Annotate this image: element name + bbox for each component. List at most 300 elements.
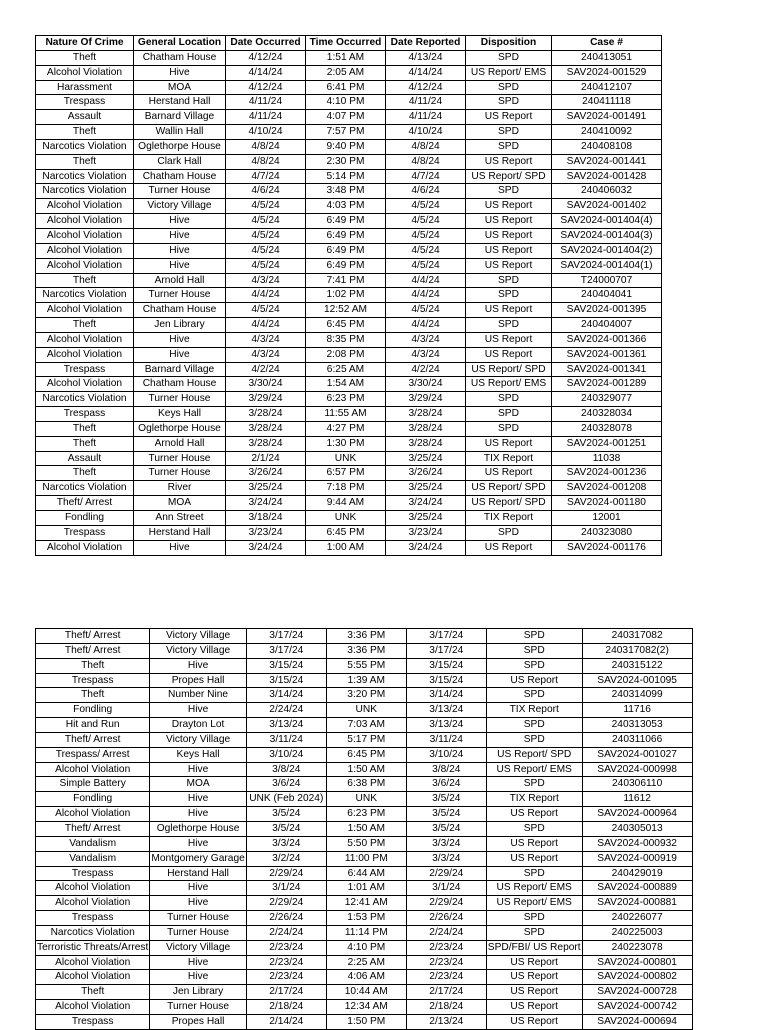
nature-cell: Theft: [36, 125, 134, 140]
case-number-cell: SAV2024-000694: [582, 1014, 692, 1029]
nature-cell: Theft: [36, 50, 134, 65]
location-cell: Hive: [150, 658, 246, 673]
disposition-cell: US Report: [466, 303, 552, 318]
case-number-cell: 11612: [582, 792, 692, 807]
date-reported-cell: 3/24/24: [386, 496, 466, 511]
nature-cell: Narcotics Violation: [36, 184, 134, 199]
nature-cell: Trespass: [36, 407, 134, 422]
date-reported-cell: 3/24/24: [386, 540, 466, 555]
date-occurred-cell: 4/12/24: [226, 50, 306, 65]
date-reported-cell: 3/5/24: [406, 792, 486, 807]
case-number-cell: SAV2024-001404(2): [552, 243, 662, 258]
disposition-cell: US Report/ EMS: [486, 896, 582, 911]
date-occurred-cell: 2/24/24: [246, 703, 326, 718]
disposition-cell: SPD/FBI/ US Report: [486, 940, 582, 955]
case-number-cell: SAV2024-001395: [552, 303, 662, 318]
case-number-cell: 240223078: [582, 940, 692, 955]
date-occurred-cell: 4/4/24: [226, 318, 306, 333]
disposition-cell: US Report/ EMS: [466, 377, 552, 392]
table-row: [36, 777, 693, 792]
date-occurred-cell: 3/8/24: [246, 762, 326, 777]
date-reported-cell: 4/3/24: [386, 347, 466, 362]
date-reported-cell: 4/5/24: [386, 228, 466, 243]
header-row: [36, 36, 662, 51]
date-occurred-cell: 2/17/24: [246, 985, 326, 1000]
location-cell: Hive: [150, 762, 246, 777]
date-occurred-cell: 2/24/24: [246, 925, 326, 940]
date-occurred-cell: 3/5/24: [246, 807, 326, 822]
location-cell: Turner House: [150, 911, 246, 926]
date-occurred-cell: 2/29/24: [246, 896, 326, 911]
date-occurred-cell: 4/5/24: [226, 303, 306, 318]
nature-cell: Vandalism: [36, 851, 150, 866]
date-occurred-cell: 4/8/24: [226, 154, 306, 169]
date-occurred-cell: 2/1/24: [226, 451, 306, 466]
case-number-cell: SAV2024-001441: [552, 154, 662, 169]
location-cell: Chatham House: [134, 50, 226, 65]
case-number-cell: SAV2024-000728: [582, 985, 692, 1000]
table-row: [36, 407, 662, 422]
location-cell: Hive: [134, 332, 226, 347]
location-cell: Hive: [134, 243, 226, 258]
date-occurred-cell: 3/29/24: [226, 392, 306, 407]
nature-cell: Fondling: [36, 792, 150, 807]
case-number-cell: T24000707: [552, 273, 662, 288]
time-occurred-cell: 4:10 PM: [326, 940, 406, 955]
nature-cell: Terroristic Threats/Arrest: [36, 940, 150, 955]
table-row: [36, 643, 693, 658]
time-occurred-cell: 6:25 AM: [306, 362, 386, 377]
disposition-cell: SPD: [486, 732, 582, 747]
nature-cell: Theft: [36, 985, 150, 1000]
disposition-cell: SPD: [466, 288, 552, 303]
location-cell: Victory Village: [134, 199, 226, 214]
disposition-cell: SPD: [486, 821, 582, 836]
nature-cell: Alcohol Violation: [36, 258, 134, 273]
time-occurred-cell: 12:41 AM: [326, 896, 406, 911]
nature-cell: Theft: [36, 466, 134, 481]
location-cell: Chatham House: [134, 377, 226, 392]
nature-cell: Theft/ Arrest: [36, 643, 150, 658]
date-reported-cell: 3/14/24: [406, 688, 486, 703]
disposition-cell: US Report: [486, 1000, 582, 1015]
time-occurred-cell: 5:14 PM: [306, 169, 386, 184]
date-reported-cell: 3/5/24: [406, 821, 486, 836]
date-reported-cell: 4/5/24: [386, 243, 466, 258]
time-occurred-cell: UNK: [306, 451, 386, 466]
table-row: [36, 303, 662, 318]
nature-cell: Theft: [36, 421, 134, 436]
case-number-cell: 240317082(2): [582, 643, 692, 658]
nature-cell: Narcotics Violation: [36, 169, 134, 184]
disposition-cell: TIX Report: [486, 703, 582, 718]
location-cell: Hive: [150, 807, 246, 822]
time-occurred-cell: 6:38 PM: [326, 777, 406, 792]
case-number-cell: 240315122: [582, 658, 692, 673]
disposition-cell: US Report/ SPD: [466, 362, 552, 377]
location-cell: Oglethorpe House: [134, 139, 226, 154]
table-row: [36, 466, 662, 481]
col-header-date-occurred: Date Occurred: [226, 36, 306, 51]
date-reported-cell: 4/5/24: [386, 258, 466, 273]
case-number-cell: SAV2024-001402: [552, 199, 662, 214]
time-occurred-cell: 1:30 PM: [306, 436, 386, 451]
date-reported-cell: 3/25/24: [386, 511, 466, 526]
time-occurred-cell: 5:17 PM: [326, 732, 406, 747]
col-header-location: General Location: [134, 36, 226, 51]
disposition-cell: SPD: [466, 525, 552, 540]
date-reported-cell: 2/18/24: [406, 1000, 486, 1015]
location-cell: Victory Village: [150, 940, 246, 955]
disposition-cell: US Report: [466, 436, 552, 451]
disposition-cell: SPD: [466, 125, 552, 140]
table-row: [36, 184, 662, 199]
nature-cell: Trespass: [36, 911, 150, 926]
case-number-cell: 11038: [552, 451, 662, 466]
table-row: [36, 792, 693, 807]
time-occurred-cell: 6:57 PM: [306, 466, 386, 481]
case-number-cell: 240311066: [582, 732, 692, 747]
date-occurred-cell: 3/14/24: [246, 688, 326, 703]
time-occurred-cell: UNK: [326, 792, 406, 807]
case-number-cell: SAV2024-001095: [582, 673, 692, 688]
location-cell: Jen Library: [134, 318, 226, 333]
date-reported-cell: 4/5/24: [386, 303, 466, 318]
disposition-cell: SPD: [486, 718, 582, 733]
nature-cell: Trespass: [36, 362, 134, 377]
nature-cell: Alcohol Violation: [36, 970, 150, 985]
nature-cell: Alcohol Violation: [36, 214, 134, 229]
nature-cell: Alcohol Violation: [36, 540, 134, 555]
nature-cell: Narcotics Violation: [36, 392, 134, 407]
disposition-cell: SPD: [466, 50, 552, 65]
date-reported-cell: 2/23/24: [406, 955, 486, 970]
date-reported-cell: 4/8/24: [386, 154, 466, 169]
location-cell: Arnold Hall: [134, 436, 226, 451]
case-number-cell: 240404007: [552, 318, 662, 333]
disposition-cell: US Report: [466, 540, 552, 555]
table-row: [36, 95, 662, 110]
location-cell: MOA: [150, 777, 246, 792]
location-cell: Herstand Hall: [150, 866, 246, 881]
nature-cell: Theft/ Arrest: [36, 496, 134, 511]
location-cell: Herstand Hall: [134, 95, 226, 110]
table-row: [36, 836, 693, 851]
case-number-cell: 240408108: [552, 139, 662, 154]
nature-cell: Alcohol Violation: [36, 955, 150, 970]
date-occurred-cell: 3/25/24: [226, 481, 306, 496]
table-row: [36, 673, 693, 688]
disposition-cell: US Report: [466, 214, 552, 229]
date-occurred-cell: 3/28/24: [226, 421, 306, 436]
date-occurred-cell: 2/18/24: [246, 1000, 326, 1015]
date-occurred-cell: 4/11/24: [226, 95, 306, 110]
date-reported-cell: 3/28/24: [386, 407, 466, 422]
table-row: [36, 243, 662, 258]
table-body-top: [36, 50, 662, 555]
time-occurred-cell: 6:49 PM: [306, 214, 386, 229]
date-occurred-cell: 3/3/24: [246, 836, 326, 851]
table-row: [36, 881, 693, 896]
location-cell: Turner House: [134, 466, 226, 481]
nature-cell: Alcohol Violation: [36, 762, 150, 777]
case-number-cell: SAV2024-001176: [552, 540, 662, 555]
table-row: [36, 228, 662, 243]
date-reported-cell: 2/24/24: [406, 925, 486, 940]
nature-cell: Alcohol Violation: [36, 896, 150, 911]
date-reported-cell: 4/8/24: [386, 139, 466, 154]
nature-cell: Theft: [36, 318, 134, 333]
date-occurred-cell: 3/24/24: [226, 496, 306, 511]
disposition-cell: US Report: [466, 199, 552, 214]
time-occurred-cell: 12:52 AM: [306, 303, 386, 318]
nature-cell: Theft: [36, 688, 150, 703]
disposition-cell: US Report: [466, 154, 552, 169]
location-cell: Turner House: [150, 1000, 246, 1015]
date-reported-cell: 4/11/24: [386, 95, 466, 110]
date-reported-cell: 3/17/24: [406, 629, 486, 644]
date-occurred-cell: 4/6/24: [226, 184, 306, 199]
case-number-cell: 240306110: [582, 777, 692, 792]
location-cell: Jen Library: [150, 985, 246, 1000]
location-cell: Montgomery Garage: [150, 851, 246, 866]
table-body-bottom: [36, 629, 693, 1030]
date-occurred-cell: 2/23/24: [246, 970, 326, 985]
case-number-cell: 240328078: [552, 421, 662, 436]
case-number-cell: SAV2024-001208: [552, 481, 662, 496]
time-occurred-cell: 6:45 PM: [306, 318, 386, 333]
date-occurred-cell: 4/5/24: [226, 258, 306, 273]
time-occurred-cell: 1:50 AM: [326, 762, 406, 777]
case-number-cell: SAV2024-001361: [552, 347, 662, 362]
nature-cell: Trespass: [36, 1014, 150, 1029]
date-reported-cell: 4/4/24: [386, 288, 466, 303]
table-row: [36, 985, 693, 1000]
date-reported-cell: 4/5/24: [386, 199, 466, 214]
location-cell: Number Nine: [150, 688, 246, 703]
location-cell: Hive: [134, 258, 226, 273]
time-occurred-cell: 7:41 PM: [306, 273, 386, 288]
nature-cell: Trespass/ Arrest: [36, 747, 150, 762]
date-reported-cell: 3/10/24: [406, 747, 486, 762]
case-number-cell: SAV2024-000742: [582, 1000, 692, 1015]
time-occurred-cell: 3:36 PM: [326, 629, 406, 644]
nature-cell: Alcohol Violation: [36, 243, 134, 258]
time-occurred-cell: 4:27 PM: [306, 421, 386, 436]
date-occurred-cell: 3/5/24: [246, 821, 326, 836]
date-occurred-cell: 4/5/24: [226, 214, 306, 229]
table-row: [36, 347, 662, 362]
location-cell: Chatham House: [134, 169, 226, 184]
date-occurred-cell: 3/15/24: [246, 658, 326, 673]
table-row: [36, 496, 662, 511]
nature-cell: Narcotics Violation: [36, 139, 134, 154]
case-number-cell: SAV2024-001404(4): [552, 214, 662, 229]
location-cell: Hive: [150, 881, 246, 896]
date-reported-cell: 3/6/24: [406, 777, 486, 792]
date-reported-cell: 4/7/24: [386, 169, 466, 184]
table-row: [36, 732, 693, 747]
col-header-date-reported: Date Reported: [386, 36, 466, 51]
disposition-cell: US Report: [486, 851, 582, 866]
case-number-cell: 240225003: [582, 925, 692, 940]
date-reported-cell: 4/10/24: [386, 125, 466, 140]
table-row: [36, 511, 662, 526]
nature-cell: Assault: [36, 451, 134, 466]
case-number-cell: SAV2024-001180: [552, 496, 662, 511]
case-number-cell: 240413051: [552, 50, 662, 65]
disposition-cell: US Report/ SPD: [466, 169, 552, 184]
disposition-cell: SPD: [466, 421, 552, 436]
table-row: [36, 703, 693, 718]
date-occurred-cell: 4/3/24: [226, 273, 306, 288]
disposition-cell: US Report/ EMS: [486, 881, 582, 896]
table-row: [36, 747, 693, 762]
nature-cell: Trespass: [36, 866, 150, 881]
time-occurred-cell: 11:55 AM: [306, 407, 386, 422]
time-occurred-cell: 6:41 PM: [306, 80, 386, 95]
nature-cell: Alcohol Violation: [36, 65, 134, 80]
location-cell: Hive: [134, 347, 226, 362]
date-reported-cell: 3/23/24: [386, 525, 466, 540]
table-row: [36, 258, 662, 273]
table-row: [36, 866, 693, 881]
disposition-cell: US Report: [466, 228, 552, 243]
case-number-cell: 12001: [552, 511, 662, 526]
case-number-cell: 240404041: [552, 288, 662, 303]
nature-cell: Theft: [36, 436, 134, 451]
table-row: [36, 125, 662, 140]
time-occurred-cell: UNK: [306, 511, 386, 526]
location-cell: Barnard Village: [134, 362, 226, 377]
crime-log-table-bottom: [35, 628, 693, 1030]
date-occurred-cell: 4/7/24: [226, 169, 306, 184]
date-reported-cell: 3/15/24: [406, 673, 486, 688]
date-reported-cell: 3/13/24: [406, 703, 486, 718]
table-row: [36, 851, 693, 866]
time-occurred-cell: 9:40 PM: [306, 139, 386, 154]
case-number-cell: SAV2024-001289: [552, 377, 662, 392]
time-occurred-cell: 7:57 PM: [306, 125, 386, 140]
nature-cell: Theft: [36, 273, 134, 288]
date-reported-cell: 3/11/24: [406, 732, 486, 747]
disposition-cell: SPD: [486, 925, 582, 940]
table-header: [36, 36, 662, 51]
case-number-cell: SAV2024-000881: [582, 896, 692, 911]
location-cell: Turner House: [134, 288, 226, 303]
table-row: [36, 821, 693, 836]
case-number-cell: 240329077: [552, 392, 662, 407]
nature-cell: Alcohol Violation: [36, 377, 134, 392]
time-occurred-cell: 6:23 PM: [326, 807, 406, 822]
time-occurred-cell: 4:07 PM: [306, 110, 386, 125]
time-occurred-cell: 4:10 PM: [306, 95, 386, 110]
case-number-cell: SAV2024-001251: [552, 436, 662, 451]
time-occurred-cell: 11:14 PM: [326, 925, 406, 940]
nature-cell: Alcohol Violation: [36, 332, 134, 347]
disposition-cell: SPD: [486, 658, 582, 673]
table-row: [36, 1014, 693, 1029]
location-cell: Turner House: [150, 925, 246, 940]
col-header-nature: Nature Of Crime: [36, 36, 134, 51]
crime-log-table-top: [35, 35, 662, 556]
date-reported-cell: 4/4/24: [386, 318, 466, 333]
date-occurred-cell: 2/26/24: [246, 911, 326, 926]
date-reported-cell: 4/12/24: [386, 80, 466, 95]
date-occurred-cell: 3/17/24: [246, 629, 326, 644]
disposition-cell: SPD: [486, 777, 582, 792]
nature-cell: Trespass: [36, 673, 150, 688]
location-cell: Victory Village: [150, 629, 246, 644]
location-cell: Turner House: [134, 451, 226, 466]
time-occurred-cell: 4:03 PM: [306, 199, 386, 214]
nature-cell: Trespass: [36, 525, 134, 540]
location-cell: Hive: [134, 65, 226, 80]
location-cell: Hive: [150, 836, 246, 851]
time-occurred-cell: 1:39 AM: [326, 673, 406, 688]
table-row: [36, 318, 662, 333]
date-occurred-cell: 3/28/24: [226, 407, 306, 422]
date-occurred-cell: 3/6/24: [246, 777, 326, 792]
table-row: [36, 169, 662, 184]
date-reported-cell: 3/8/24: [406, 762, 486, 777]
date-occurred-cell: 3/13/24: [246, 718, 326, 733]
time-occurred-cell: 2:30 PM: [306, 154, 386, 169]
location-cell: Hive: [150, 703, 246, 718]
case-number-cell: SAV2024-001236: [552, 466, 662, 481]
date-reported-cell: 2/23/24: [406, 970, 486, 985]
date-occurred-cell: 4/4/24: [226, 288, 306, 303]
table-row: [36, 925, 693, 940]
table-row: [36, 332, 662, 347]
disposition-cell: US Report: [486, 955, 582, 970]
table-row: [36, 288, 662, 303]
disposition-cell: SPD: [466, 139, 552, 154]
disposition-cell: US Report/ SPD: [466, 481, 552, 496]
time-occurred-cell: 6:49 PM: [306, 228, 386, 243]
disposition-cell: SPD: [466, 95, 552, 110]
date-occurred-cell: 3/28/24: [226, 436, 306, 451]
table-row: [36, 970, 693, 985]
location-cell: Turner House: [134, 184, 226, 199]
date-occurred-cell: 3/30/24: [226, 377, 306, 392]
date-occurred-cell: 4/12/24: [226, 80, 306, 95]
disposition-cell: US Report/ SPD: [486, 747, 582, 762]
date-reported-cell: 4/6/24: [386, 184, 466, 199]
date-occurred-cell: 4/2/24: [226, 362, 306, 377]
nature-cell: Theft/ Arrest: [36, 821, 150, 836]
col-header-disposition: Disposition: [466, 36, 552, 51]
location-cell: Hive: [150, 955, 246, 970]
case-number-cell: SAV2024-000964: [582, 807, 692, 822]
date-occurred-cell: 4/5/24: [226, 228, 306, 243]
nature-cell: Trespass: [36, 95, 134, 110]
nature-cell: Fondling: [36, 511, 134, 526]
date-occurred-cell: 4/3/24: [226, 332, 306, 347]
date-occurred-cell: 3/17/24: [246, 643, 326, 658]
date-occurred-cell: 4/5/24: [226, 199, 306, 214]
disposition-cell: SPD: [486, 866, 582, 881]
nature-cell: Hit and Run: [36, 718, 150, 733]
table-row: [36, 911, 693, 926]
case-number-cell: 240226077: [582, 911, 692, 926]
nature-cell: Narcotics Violation: [36, 925, 150, 940]
table-row: [36, 629, 693, 644]
date-occurred-cell: 2/29/24: [246, 866, 326, 881]
date-occurred-cell: 4/14/24: [226, 65, 306, 80]
disposition-cell: SPD: [466, 80, 552, 95]
date-occurred-cell: 4/5/24: [226, 243, 306, 258]
